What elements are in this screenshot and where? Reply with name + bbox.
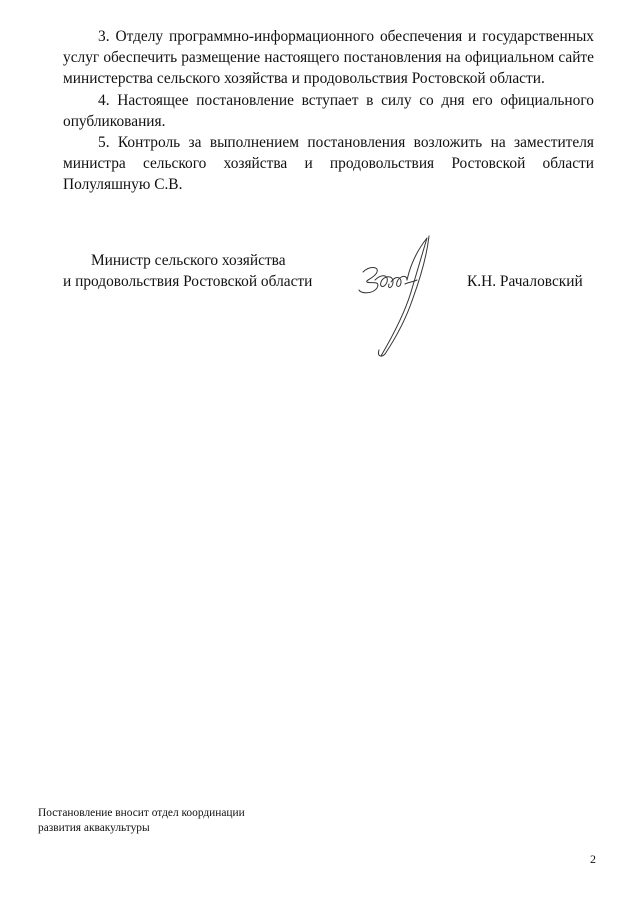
footnote (38, 806, 245, 836)
footnote-line-1: Постановление вносит отдел координации (38, 807, 245, 819)
footnote-line-2: развития аквакультуры (38, 822, 150, 834)
paragraph-4: 4. Настоящее постановление вступает в силу со дня его официального опубликования. (63, 91, 594, 130)
paragraph-3: 3. Отделу программно-информационного обеспечения и государственных услуг обеспечить размещение настоящего постановления на официальном сайте министерства сельского хозяйства и продовольствия Ростовской области. (63, 28, 594, 88)
signatory-role-line-1: Министр сельского хозяйства (91, 252, 286, 269)
signatory-role-line-2: и продовольствия Ростовской области (63, 273, 313, 290)
signatory-role (63, 250, 323, 292)
signatory-name: К.Н. Рачаловский (467, 273, 583, 290)
body-text (63, 26, 594, 196)
paragraph-5: 5. Контроль за выполнением постановления возложить на заместителя министра сельского хозяйства и продовольствия Ростовской области Полуляшную С.В. (63, 134, 594, 194)
page-number: 2 (590, 852, 596, 866)
handwritten-signature (355, 232, 445, 362)
